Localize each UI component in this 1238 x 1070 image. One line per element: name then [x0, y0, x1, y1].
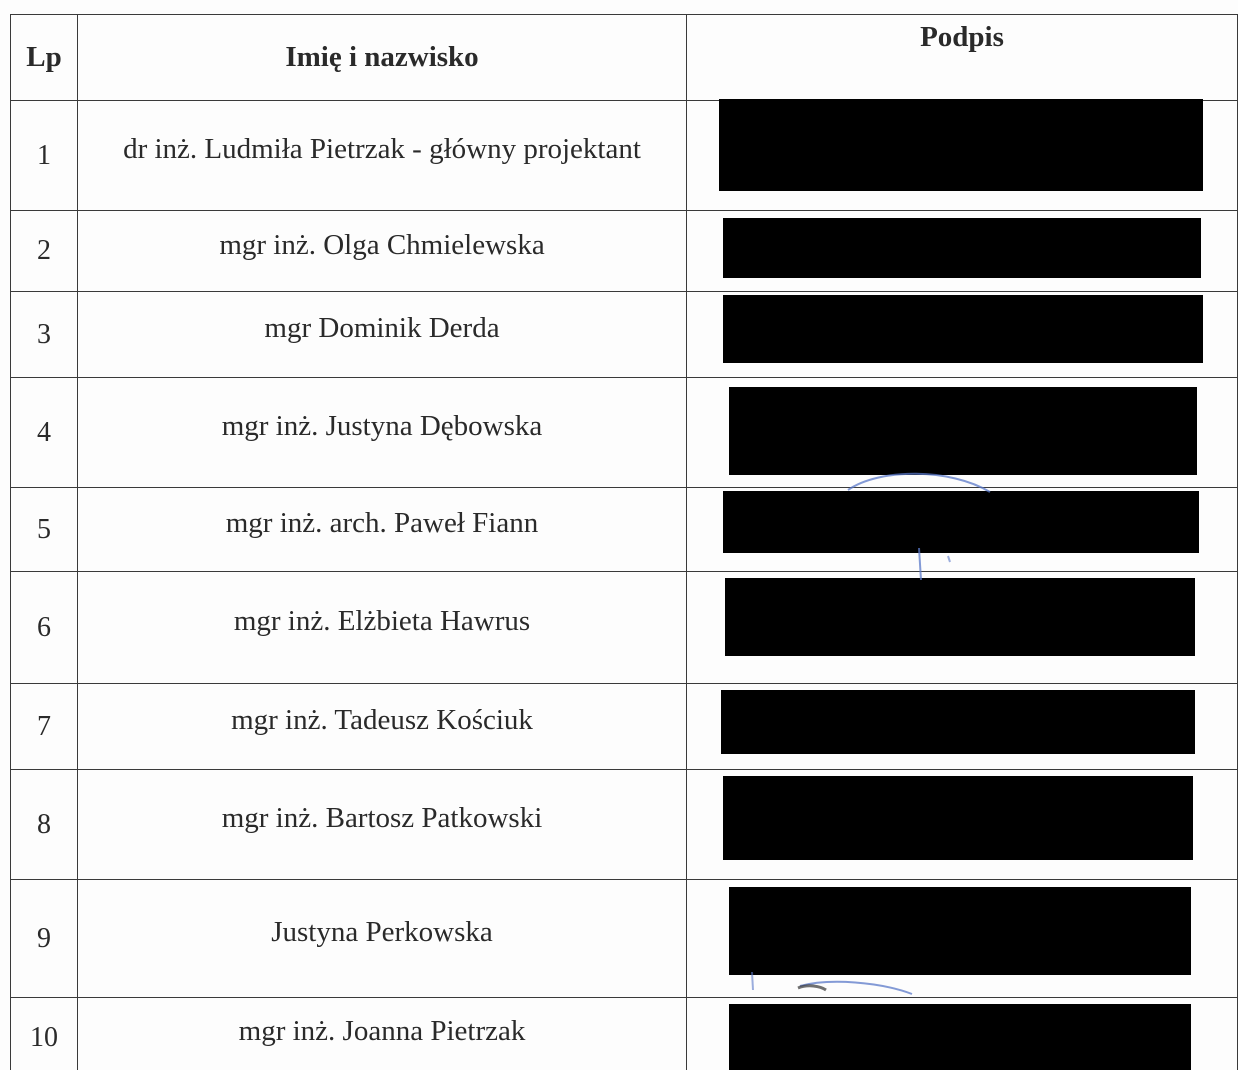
redacted-signature [723, 295, 1203, 363]
table-row [11, 378, 1238, 488]
row-number: 7 [11, 684, 78, 770]
person-name-text: mgr inż. Elżbieta Hawrus [233, 605, 531, 637]
person-name [78, 101, 687, 211]
person-name-text: Justyna Perkowska [271, 916, 493, 948]
row-number: 8 [11, 770, 78, 880]
redacted-signature [729, 387, 1197, 475]
header-lp: Lp [11, 15, 78, 101]
table-row [11, 998, 1238, 1070]
person-name [78, 770, 687, 880]
person-name [78, 684, 687, 770]
row-number: 1 [11, 101, 78, 211]
redacted-signature [723, 491, 1199, 553]
redacted-signature [729, 887, 1191, 975]
person-name-text: mgr inż. arch. Paweł Fiann [225, 507, 539, 539]
person-name-text: mgr inż. Joanna Pietrzak [238, 1015, 526, 1047]
person-name-text: mgr inż. Olga Chmielewska [219, 228, 545, 261]
row-number: 4 [11, 378, 78, 488]
row-number: 9 [11, 880, 78, 998]
person-name [78, 488, 687, 572]
signature-cell [687, 998, 1238, 1070]
signature-cell [687, 770, 1238, 880]
header-signature [687, 15, 1238, 101]
table-row [11, 684, 1238, 770]
table-row [11, 880, 1238, 998]
row-number: 10 [11, 998, 78, 1070]
person-name [78, 572, 687, 684]
table-row [11, 488, 1238, 572]
person-name [78, 998, 687, 1070]
person-name [78, 880, 687, 998]
redacted-signature [719, 99, 1203, 191]
person-name-text: mgr inż. Tadeusz Kościuk [231, 704, 533, 736]
signature-cell [687, 488, 1238, 572]
person-name-text: mgr Dominik Derda [264, 312, 500, 344]
table-row [11, 101, 1238, 211]
signature-cell [687, 880, 1238, 998]
header-signature-label: Podpis [920, 21, 1004, 53]
person-name [78, 211, 687, 292]
signature-cell [687, 684, 1238, 770]
row-number: 5 [11, 488, 78, 572]
person-name-text: dr inż. Ludmiła Pietrzak - główny projektant [123, 133, 641, 165]
redacted-signature [729, 1004, 1191, 1070]
row-number: 6 [11, 572, 78, 684]
redacted-signature [721, 690, 1195, 754]
person-name [78, 292, 687, 378]
signature-cell [687, 101, 1238, 211]
redacted-signature [723, 776, 1193, 860]
table-row [11, 770, 1238, 880]
header-name: Imię i nazwisko [78, 15, 687, 101]
table-header-row [11, 15, 1238, 101]
signature-cell [687, 378, 1238, 488]
signature-table [10, 14, 1238, 1070]
redacted-signature [723, 218, 1201, 278]
signature-cell [687, 572, 1238, 684]
row-number: 3 [11, 292, 78, 378]
person-name-text: mgr inż. Bartosz Patkowski [221, 802, 543, 834]
row-number: 2 [11, 211, 78, 292]
signature-cell [687, 211, 1238, 292]
table-row [11, 211, 1238, 292]
redacted-signature [725, 578, 1195, 656]
person-name [78, 378, 687, 488]
signature-cell [687, 292, 1238, 378]
table-row [11, 572, 1238, 684]
table-row [11, 292, 1238, 378]
person-name-text: mgr inż. Justyna Dębowska [221, 410, 543, 442]
